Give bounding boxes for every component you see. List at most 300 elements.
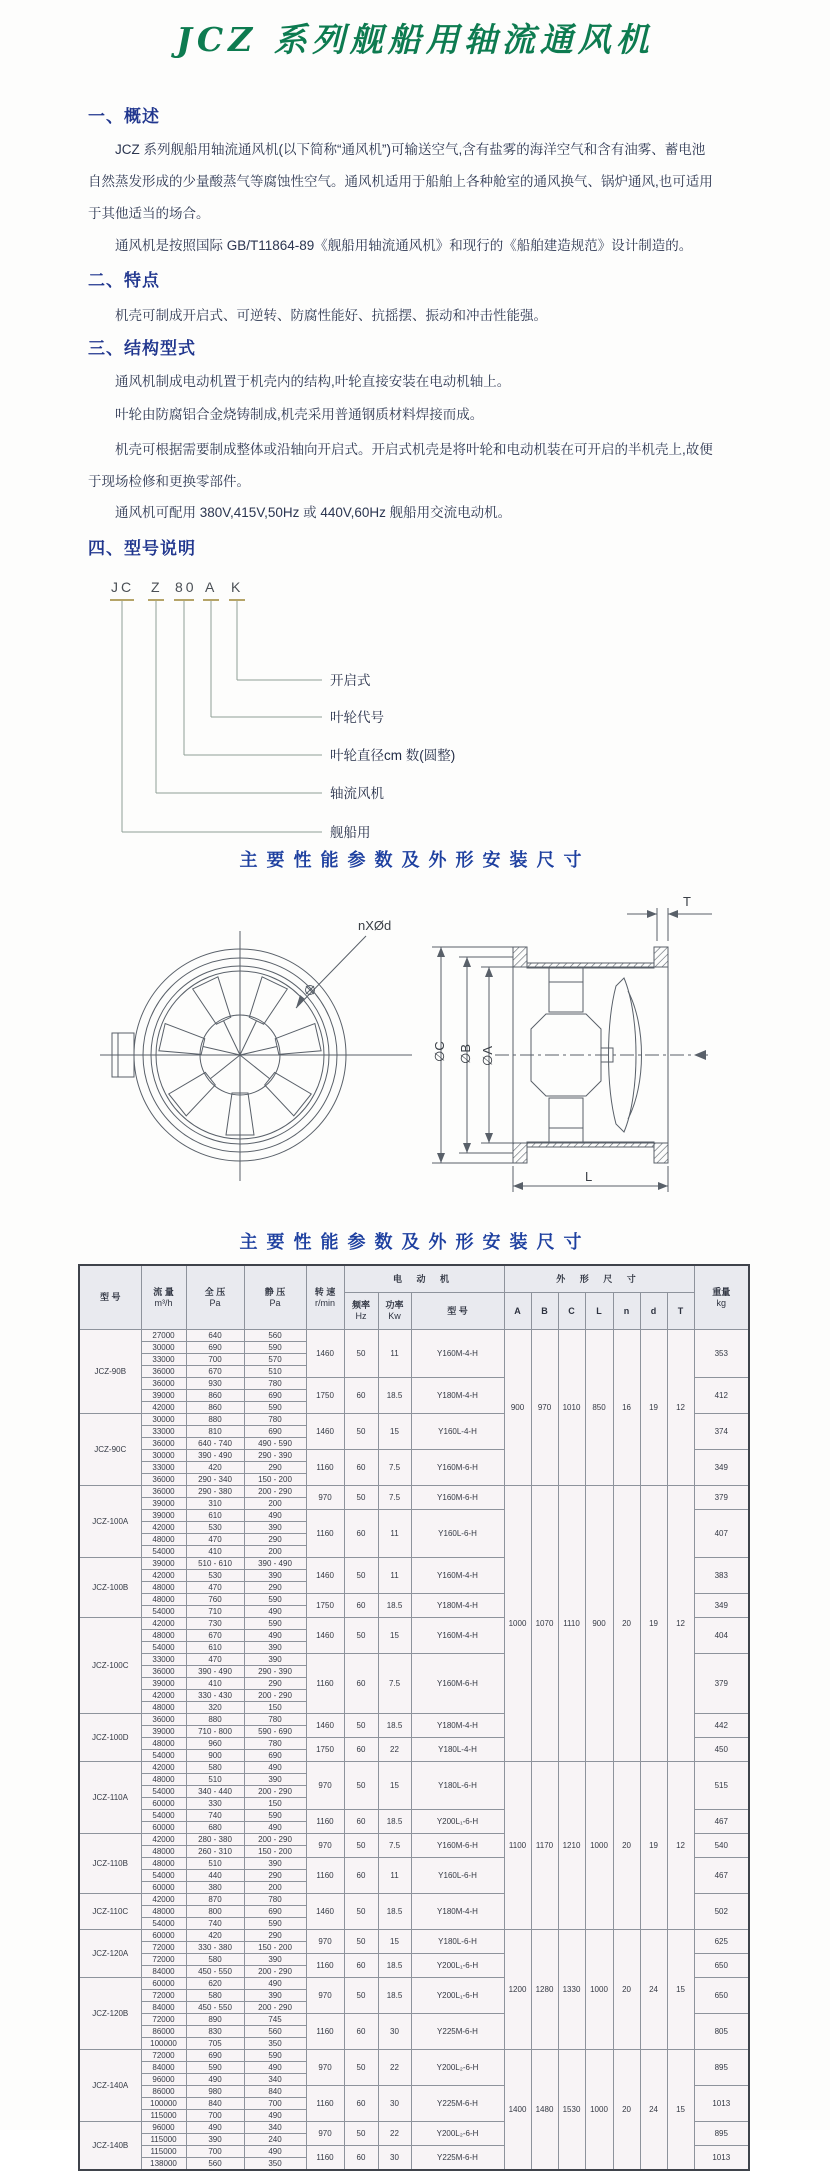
cell-total-pressure: 330 - 380 <box>186 1942 244 1954</box>
cell-flow: 33000 <box>141 1426 186 1438</box>
cell-power: 11 <box>378 1510 411 1558</box>
cell-static-pressure: 590 <box>244 1594 306 1606</box>
cell-dim-n: 20 <box>613 1930 640 2050</box>
cell-static-pressure: 290 <box>244 1462 306 1474</box>
cell-static-pressure: 780 <box>244 1738 306 1750</box>
cell-flow: 84000 <box>141 2002 186 2014</box>
cell-motor-model: Y200L₁-6-H <box>411 1810 504 1834</box>
cell-flow: 72000 <box>141 1990 186 2002</box>
cell-flow: 42000 <box>141 1834 186 1846</box>
cell-dim-n: 20 <box>613 2050 640 2171</box>
cell-total-pressure: 280 - 380 <box>186 1834 244 1846</box>
cell-frequency: 60 <box>344 1858 378 1894</box>
cell-flow: 39000 <box>141 1678 186 1690</box>
cell-flow: 33000 <box>141 1654 186 1666</box>
col-motor-group: 电 动 机 <box>344 1265 504 1293</box>
cell-static-pressure: 690 <box>244 1906 306 1918</box>
cell-flow: 33000 <box>141 1354 186 1366</box>
cell-flow: 86000 <box>141 2026 186 2038</box>
cell-power: 30 <box>378 2014 411 2050</box>
performance-heading-top: 主要性能参数及外形安装尺寸 <box>239 850 591 870</box>
cell-weight: 450 <box>694 1738 749 1762</box>
cell-total-pressure: 510 - 610 <box>186 1558 244 1570</box>
col-dim-c: C <box>558 1293 585 1330</box>
cell-model: JCZ-110C <box>79 1894 141 1930</box>
cell-frequency: 50 <box>344 1834 378 1858</box>
col-model: 型 号 <box>79 1265 141 1330</box>
cell-speed: 1460 <box>306 1618 344 1654</box>
cell-motor-model: Y180L-4-H <box>411 1738 504 1762</box>
cell-weight: 404 <box>694 1618 749 1654</box>
cell-model: JCZ-100C <box>79 1618 141 1714</box>
cell-speed: 1750 <box>306 1738 344 1762</box>
cell-power: 7.5 <box>378 1834 411 1858</box>
cell-motor-model: Y160M-6-H <box>411 1654 504 1714</box>
cell-weight: 650 <box>694 1978 749 2014</box>
cell-total-pressure: 900 <box>186 1750 244 1762</box>
table-row <box>79 2050 749 2062</box>
cell-power: 22 <box>378 2122 411 2146</box>
code-label-marine-use: 舰船用 <box>330 825 371 840</box>
cell-static-pressure: 590 - 690 <box>244 1726 306 1738</box>
cell-dim-t: 15 <box>667 2050 694 2171</box>
cell-static-pressure: 390 <box>244 1642 306 1654</box>
performance-table-wrap <box>78 1264 750 2171</box>
cell-speed: 1160 <box>306 1810 344 1834</box>
cell-total-pressure: 800 <box>186 1906 244 1918</box>
cell-static-pressure: 200 <box>244 1498 306 1510</box>
cell-power: 18.5 <box>378 1894 411 1930</box>
cell-static-pressure: 840 <box>244 2086 306 2098</box>
cell-flow: 36000 <box>141 1666 186 1678</box>
cell-model: JCZ-140B <box>79 2122 141 2171</box>
bolt-holes-label: nXØd <box>358 918 392 933</box>
cell-weight: 502 <box>694 1894 749 1930</box>
cell-speed: 1160 <box>306 2086 344 2122</box>
col-flow: 流 量 m³/h <box>141 1265 186 1330</box>
code-label-impeller-code: 叶轮代号 <box>330 710 384 725</box>
table-row <box>79 1330 749 1342</box>
cell-total-pressure: 410 <box>186 1678 244 1690</box>
cell-motor-model: Y160L-6-H <box>411 1858 504 1894</box>
cell-total-pressure: 930 <box>186 1378 244 1390</box>
cell-static-pressure: 340 <box>244 2122 306 2134</box>
cell-total-pressure: 680 <box>186 1822 244 1834</box>
cell-total-pressure: 390 - 490 <box>186 1450 244 1462</box>
col-dims-group: 外 形 尺 寸 <box>504 1265 694 1293</box>
model-code-diagram <box>0 558 830 888</box>
cell-frequency: 60 <box>344 2146 378 2171</box>
cell-flow: 30000 <box>141 1450 186 1462</box>
cell-dim-n: 20 <box>613 1762 640 1930</box>
dim-label-dia-b: ∅B <box>458 1044 473 1064</box>
cell-power: 15 <box>378 1930 411 1954</box>
cell-motor-model: Y180L-6-H <box>411 1762 504 1810</box>
cell-weight: 805 <box>694 2014 749 2050</box>
cell-model: JCZ-110A <box>79 1762 141 1834</box>
performance-table <box>78 1264 750 2171</box>
cell-motor-model: Y225M-6-H <box>411 2146 504 2171</box>
cell-total-pressure: 705 <box>186 2038 244 2050</box>
code-k: K <box>231 579 244 595</box>
cell-dim-d: 19 <box>640 1762 667 1930</box>
cell-dim-d: 19 <box>640 1330 667 1486</box>
cell-dim-b: 1170 <box>531 1762 558 1930</box>
cell-total-pressure: 640 <box>186 1330 244 1342</box>
paragraph-line: 于其他适当的场合。 <box>88 206 210 221</box>
cell-total-pressure: 330 <box>186 1798 244 1810</box>
cell-speed: 1160 <box>306 1654 344 1714</box>
cell-static-pressure: 200 - 290 <box>244 1786 306 1798</box>
cell-static-pressure: 290 <box>244 1930 306 1942</box>
cell-total-pressure: 700 <box>186 1354 244 1366</box>
cell-flow: 86000 <box>141 2086 186 2098</box>
cell-motor-model: Y160L-6-H <box>411 1510 504 1558</box>
cell-static-pressure: 490 <box>244 1606 306 1618</box>
cell-speed: 970 <box>306 1834 344 1858</box>
col-static-pressure: 静 压 Pa <box>244 1265 306 1330</box>
cell-speed: 970 <box>306 1486 344 1510</box>
cell-weight: 1013 <box>694 2146 749 2171</box>
performance-table-body <box>79 1330 749 2171</box>
cell-dim-t: 12 <box>667 1330 694 1486</box>
cell-frequency: 50 <box>344 2122 378 2146</box>
cell-power: 30 <box>378 2146 411 2171</box>
cell-dim-n: 16 <box>613 1330 640 1486</box>
cell-total-pressure: 440 <box>186 1870 244 1882</box>
cell-dim-a: 1100 <box>504 1762 531 1930</box>
cell-static-pressure: 560 <box>244 1330 306 1342</box>
overview-paragraph-1 <box>88 134 750 230</box>
cell-static-pressure: 490 - 590 <box>244 1438 306 1450</box>
page-title: JCZ 系列舰船用轴流通风机 <box>176 20 654 59</box>
cell-motor-model: Y160M-6-H <box>411 1450 504 1486</box>
cell-flow: 115000 <box>141 2110 186 2122</box>
cell-flow: 115000 <box>141 2134 186 2146</box>
cell-weight: 379 <box>694 1654 749 1714</box>
cell-static-pressure: 780 <box>244 1894 306 1906</box>
cell-flow: 42000 <box>141 1894 186 1906</box>
cell-dim-a: 900 <box>504 1330 531 1486</box>
cell-power: 18.5 <box>378 1714 411 1738</box>
cell-static-pressure: 560 <box>244 2026 306 2038</box>
cell-static-pressure: 390 <box>244 1570 306 1582</box>
cell-flow: 72000 <box>141 1954 186 1966</box>
cell-flow: 30000 <box>141 1342 186 1354</box>
cell-motor-model: Y160M-4-H <box>411 1618 504 1654</box>
paragraph-line: 通风机是按照国际 GB/T11864-89《舰船用轴流通风机》和现行的《船舶建造规范》设计制造的。 <box>115 238 693 253</box>
cell-flow: 39000 <box>141 1498 186 1510</box>
cell-flow: 54000 <box>141 1810 186 1822</box>
col-dim-a: A <box>504 1293 531 1330</box>
cell-total-pressure: 310 <box>186 1498 244 1510</box>
cell-flow: 54000 <box>141 1546 186 1558</box>
motor-mount-top <box>549 968 583 1012</box>
cell-static-pressure: 780 <box>244 1714 306 1726</box>
col-dim-t: T <box>667 1293 694 1330</box>
cell-static-pressure: 510 <box>244 1366 306 1378</box>
cell-power: 18.5 <box>378 1978 411 2014</box>
cell-flow: 36000 <box>141 1438 186 1450</box>
cell-total-pressure: 740 <box>186 1918 244 1930</box>
cell-flow: 36000 <box>141 1714 186 1726</box>
fan-outline-drawing <box>0 886 830 1216</box>
cell-static-pressure: 700 <box>244 2098 306 2110</box>
cell-power: 7.5 <box>378 1654 411 1714</box>
cell-static-pressure: 570 <box>244 1354 306 1366</box>
cell-flow: 138000 <box>141 2158 186 2171</box>
cell-flow: 42000 <box>141 1522 186 1534</box>
cell-dim-c: 1530 <box>558 2050 585 2171</box>
cell-static-pressure: 290 <box>244 1870 306 1882</box>
paragraph-line: 自然蒸发形成的少量酸蒸气等腐蚀性空气。通风机适用于船舶上各种舱室的通风换气、锅炉通风,也可适用 <box>88 174 713 189</box>
cell-dim-d: 24 <box>640 1930 667 2050</box>
cell-model: JCZ-110B <box>79 1834 141 1894</box>
cell-speed: 1750 <box>306 1594 344 1618</box>
cell-flow: 30000 <box>141 1414 186 1426</box>
cell-frequency: 60 <box>344 1654 378 1714</box>
dim-label-t: T <box>683 894 691 909</box>
cell-speed: 1460 <box>306 1330 344 1378</box>
paragraph-line: 机壳可制成开启式、可逆转、防腐性能好、抗摇摆、振动和冲击性能强。 <box>115 308 547 323</box>
cell-dim-b: 970 <box>531 1330 558 1486</box>
cell-weight: 467 <box>694 1858 749 1894</box>
cell-speed: 1160 <box>306 2146 344 2171</box>
cell-total-pressure: 470 <box>186 1534 244 1546</box>
cell-dim-c: 1330 <box>558 1930 585 2050</box>
cell-model: JCZ-120B <box>79 1978 141 2050</box>
cell-speed: 970 <box>306 1978 344 2014</box>
cell-power: 22 <box>378 2050 411 2086</box>
cell-flow: 48000 <box>141 1774 186 1786</box>
cell-model: JCZ-90C <box>79 1414 141 1486</box>
table-row <box>79 1930 749 1942</box>
dim-label-l: L <box>585 1169 593 1184</box>
cell-dim-a: 1000 <box>504 1486 531 1762</box>
cell-motor-model: Y160L-4-H <box>411 1414 504 1450</box>
cell-weight: 442 <box>694 1714 749 1738</box>
cell-speed: 1460 <box>306 1894 344 1930</box>
paragraph-line: 通风机制成电动机置于机壳内的结构,叶轮直接安装在电动机轴上。 <box>115 374 511 389</box>
cell-total-pressure: 580 <box>186 1990 244 2002</box>
cell-flow: 27000 <box>141 1330 186 1342</box>
cell-total-pressure: 490 <box>186 2122 244 2134</box>
cell-motor-model: Y200L₂-6-H <box>411 2122 504 2146</box>
cell-flow: 36000 <box>141 1474 186 1486</box>
overview-paragraph-2 <box>88 230 750 262</box>
section-heading-features: 二、特点 <box>88 271 160 290</box>
cell-flow: 48000 <box>141 1906 186 1918</box>
cell-model: JCZ-120A <box>79 1930 141 1978</box>
cell-model: JCZ-140A <box>79 2050 141 2122</box>
cell-total-pressure: 470 <box>186 1654 244 1666</box>
cell-static-pressure: 745 <box>244 2014 306 2026</box>
cell-flow: 96000 <box>141 2122 186 2134</box>
cell-speed: 1460 <box>306 1714 344 1738</box>
cell-total-pressure: 470 <box>186 1582 244 1594</box>
cell-frequency: 50 <box>344 1894 378 1930</box>
cell-static-pressure: 590 <box>244 1342 306 1354</box>
cell-dim-l: 900 <box>585 1486 613 1762</box>
cell-flow: 100000 <box>141 2098 186 2110</box>
cell-static-pressure: 290 - 390 <box>244 1450 306 1462</box>
col-frequency: 频率 Hz <box>344 1293 378 1330</box>
cell-power: 30 <box>378 2086 411 2122</box>
cell-flow: 72000 <box>141 2014 186 2026</box>
cell-total-pressure: 810 <box>186 1426 244 1438</box>
cell-total-pressure: 700 <box>186 2110 244 2122</box>
cell-total-pressure: 380 <box>186 1882 244 1894</box>
cell-total-pressure: 450 - 550 <box>186 2002 244 2014</box>
cell-dim-n: 20 <box>613 1486 640 1762</box>
cell-frequency: 50 <box>344 1762 378 1810</box>
cell-total-pressure: 290 - 380 <box>186 1486 244 1498</box>
cell-total-pressure: 890 <box>186 2014 244 2026</box>
fan-front-view <box>100 931 412 1181</box>
cell-weight: 407 <box>694 1510 749 1558</box>
col-dim-b: B <box>531 1293 558 1330</box>
cell-speed: 1160 <box>306 1450 344 1486</box>
cell-static-pressure: 290 <box>244 1582 306 1594</box>
cell-power: 11 <box>378 1858 411 1894</box>
cell-frequency: 60 <box>344 1510 378 1558</box>
cell-static-pressure: 200 <box>244 1546 306 1558</box>
cell-total-pressure: 960 <box>186 1738 244 1750</box>
cell-weight: 349 <box>694 1594 749 1618</box>
cell-model: JCZ-100A <box>79 1486 141 1558</box>
table-header <box>79 1265 749 1330</box>
section-heading-structure: 三、结构型式 <box>88 339 196 358</box>
cell-total-pressure: 690 <box>186 1342 244 1354</box>
cell-static-pressure: 390 - 490 <box>244 1558 306 1570</box>
cell-motor-model: Y180L-6-H <box>411 1930 504 1954</box>
cell-dim-b: 1070 <box>531 1486 558 1762</box>
cell-frequency: 50 <box>344 1714 378 1738</box>
cell-static-pressure: 200 <box>244 1882 306 1894</box>
cell-dim-t: 12 <box>667 1486 694 1762</box>
cell-motor-model: Y160M-4-H <box>411 1330 504 1378</box>
cell-speed: 1160 <box>306 1858 344 1894</box>
cell-static-pressure: 150 - 200 <box>244 1942 306 1954</box>
cell-power: 15 <box>378 1618 411 1654</box>
cell-flow: 115000 <box>141 2146 186 2158</box>
cell-flow: 54000 <box>141 1606 186 1618</box>
cell-flow: 60000 <box>141 1822 186 1834</box>
cell-flow: 60000 <box>141 1882 186 1894</box>
code-jc: JC <box>111 579 135 595</box>
cell-total-pressure: 760 <box>186 1594 244 1606</box>
cell-weight: 895 <box>694 2050 749 2086</box>
cell-static-pressure: 390 <box>244 1774 306 1786</box>
cell-total-pressure: 610 <box>186 1510 244 1522</box>
paragraph-line: JCZ 系列舰船用轴流通风机(以下简称“通风机”)可输送空气,含有盐雾的海洋空气和含有油雾、蓄电池 <box>115 142 706 157</box>
cell-flow: 54000 <box>141 1870 186 1882</box>
paragraph-line: 叶轮由防腐铝合金烧铸制成,机壳采用普通钢质材料焊接而成。 <box>115 407 484 422</box>
cell-total-pressure: 840 <box>186 2098 244 2110</box>
dim-label-dia-a: ∅A <box>480 1046 495 1066</box>
cell-flow: 36000 <box>141 1366 186 1378</box>
structure-paragraph-2 <box>88 399 750 431</box>
cell-frequency: 50 <box>344 1330 378 1378</box>
cell-weight: 625 <box>694 1930 749 1954</box>
cell-model: JCZ-100B <box>79 1558 141 1618</box>
cell-dim-a: 1400 <box>504 2050 531 2171</box>
cell-flow: 54000 <box>141 1642 186 1654</box>
cell-flow: 48000 <box>141 1738 186 1750</box>
cell-static-pressure: 150 - 200 <box>244 1846 306 1858</box>
cell-dim-l: 1000 <box>585 1930 613 2050</box>
cell-total-pressure: 560 <box>186 2158 244 2171</box>
cell-static-pressure: 150 <box>244 1798 306 1810</box>
cell-flow: 84000 <box>141 2062 186 2074</box>
cell-total-pressure: 710 - 800 <box>186 1726 244 1738</box>
cell-static-pressure: 590 <box>244 1810 306 1822</box>
cell-power: 11 <box>378 1330 411 1378</box>
cell-power: 7.5 <box>378 1486 411 1510</box>
cell-frequency: 60 <box>344 1378 378 1414</box>
cell-dim-b: 1280 <box>531 1930 558 2050</box>
fan-side-view <box>432 908 712 1192</box>
cell-frequency: 50 <box>344 2050 378 2086</box>
cell-static-pressure: 200 - 290 <box>244 1486 306 1498</box>
col-dim-d: d <box>640 1293 667 1330</box>
cell-flow: 48000 <box>141 1582 186 1594</box>
cell-total-pressure: 510 <box>186 1774 244 1786</box>
cell-power: 18.5 <box>378 1378 411 1414</box>
cell-flow: 60000 <box>141 1930 186 1942</box>
cell-total-pressure: 450 - 550 <box>186 1966 244 1978</box>
cell-dim-l: 1000 <box>585 1762 613 1930</box>
cell-speed: 1750 <box>306 1378 344 1414</box>
cell-static-pressure: 690 <box>244 1750 306 1762</box>
cell-flow: 39000 <box>141 1390 186 1402</box>
cell-total-pressure: 880 <box>186 1414 244 1426</box>
cell-weight: 1013 <box>694 2086 749 2122</box>
cell-static-pressure: 690 <box>244 1390 306 1402</box>
cell-static-pressure: 150 <box>244 1702 306 1714</box>
cell-power: 22 <box>378 1738 411 1762</box>
cell-total-pressure: 530 <box>186 1522 244 1534</box>
cell-total-pressure: 530 <box>186 1570 244 1582</box>
cell-total-pressure: 880 <box>186 1714 244 1726</box>
cell-flow: 48000 <box>141 1594 186 1606</box>
cell-static-pressure: 200 - 290 <box>244 2002 306 2014</box>
cell-weight: 353 <box>694 1330 749 1378</box>
cell-speed: 1160 <box>306 1510 344 1558</box>
paragraph-line: 机壳可根据需要制成整体或沿轴向开启式。开启式机壳是将叶轮和电动机装在可开启的半机壳上,故便 <box>115 442 713 457</box>
cell-model: JCZ-90B <box>79 1330 141 1414</box>
col-dim-n: n <box>613 1293 640 1330</box>
cell-power: 15 <box>378 1414 411 1450</box>
cell-weight: 540 <box>694 1834 749 1858</box>
cell-frequency: 60 <box>344 1738 378 1762</box>
cell-total-pressure: 710 <box>186 1606 244 1618</box>
cell-motor-model: Y160M-6-H <box>411 1834 504 1858</box>
cell-frequency: 50 <box>344 1486 378 1510</box>
cell-flow: 54000 <box>141 1918 186 1930</box>
cell-speed: 970 <box>306 1930 344 1954</box>
code-label-impeller-diameter: 叶轮直径cm 数(圆整) <box>330 748 456 763</box>
cell-total-pressure: 340 - 440 <box>186 1786 244 1798</box>
cell-flow: 42000 <box>141 1690 186 1702</box>
cell-flow: 72000 <box>141 2050 186 2062</box>
cell-flow: 39000 <box>141 1726 186 1738</box>
cell-flow: 60000 <box>141 1798 186 1810</box>
cell-flow: 42000 <box>141 1402 186 1414</box>
cell-static-pressure: 350 <box>244 2158 306 2171</box>
cell-flow: 54000 <box>141 1750 186 1762</box>
cell-dim-b: 1480 <box>531 2050 558 2171</box>
